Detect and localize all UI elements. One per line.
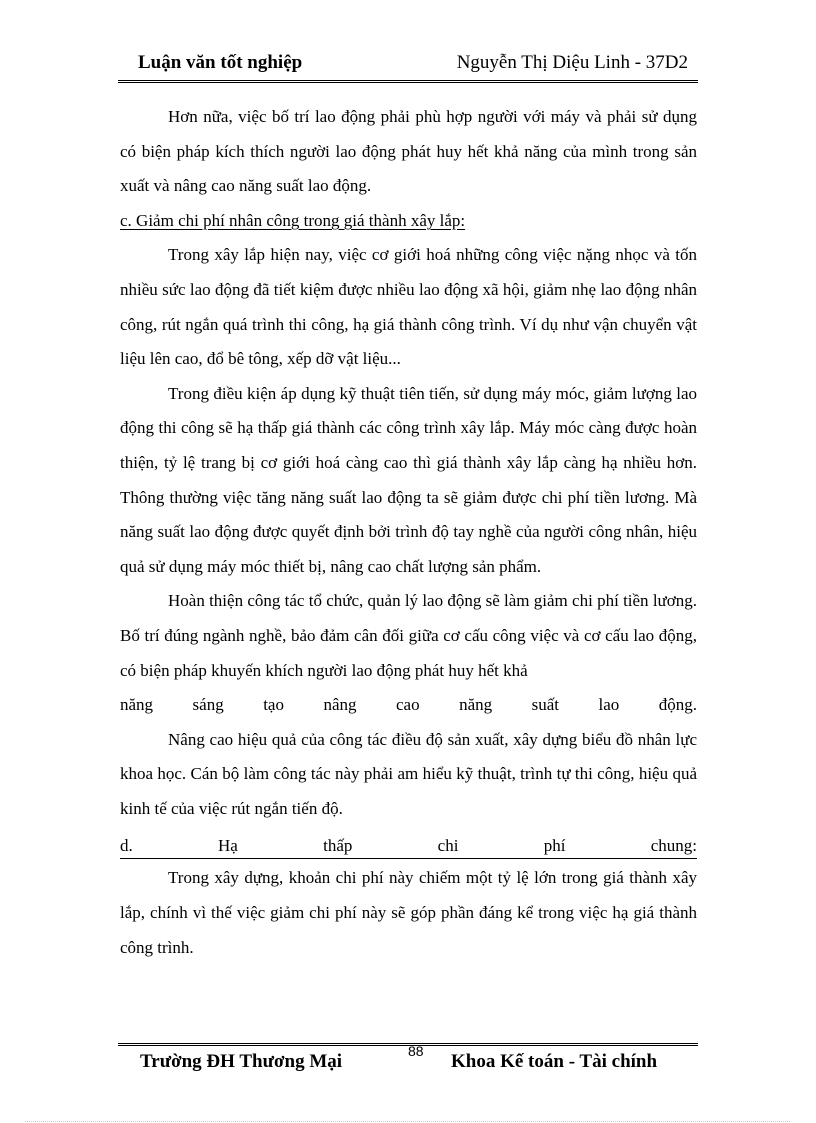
page-number: 88 <box>408 1043 424 1059</box>
page-footer <box>118 1043 698 1086</box>
word: năng <box>459 695 493 715</box>
word: động. <box>658 695 697 715</box>
page-body <box>120 100 697 965</box>
heading-word: phí <box>543 836 566 856</box>
word: cao <box>395 695 420 715</box>
paragraph-4-last-line <box>120 688 697 723</box>
paragraph-4: Hoàn thiện công tác tổ chức, quản lý lao động sẽ làm giảm chi phí tiền lương. Bố trí đúng ngành nghề, bảo đảm cân đối giữa cơ cấu công việc và cơ cấu lao động, có biện pháp khuyến khích người lao động phát huy hết khả <box>120 591 697 680</box>
page-header <box>118 50 698 83</box>
word: sáng <box>192 695 224 715</box>
heading-word: chi <box>437 836 459 856</box>
paragraph-6: Trong xây dựng, khoản chi phí này chiếm một tỷ lệ lớn trong giá thành xây lắp, chính vì thế việc giảm chi phí này sẽ góp phần đáng kể trong việc hạ giá thành công trình. <box>120 868 697 957</box>
paragraph-3: Trong điều kiện áp dụng kỹ thuật tiên tiến, sử dụng máy móc, giảm lượng lao động thi công sẽ hạ thấp giá thành các công trình xây lắp. Máy móc càng được hoàn thiện, tỷ lệ trang bị cơ giới hoá càng cao thì giá thành xây lắp càng hạ nhiều hơn. Thông thường việc tăng năng suất lao động ta sẽ giảm được chi phí tiền lương. Mà năng suất lao động được quyết định bởi trình độ tay nghề của người công nhân, hiệu quả sử dụng máy móc thiết bị, nâng cao chất lượng sản phẩm. <box>120 383 697 576</box>
heading-word: d. <box>120 836 133 856</box>
header-author: Nguyễn Thị Diệu Linh - 37D2 <box>456 52 688 73</box>
heading-word: thấp <box>323 836 353 856</box>
footer-university: Trường ĐH Thương Mại <box>140 1051 343 1072</box>
word: tạo <box>263 695 284 715</box>
heading-word: Hạ <box>218 836 238 856</box>
word: năng <box>120 695 154 715</box>
paragraph-5: Nâng cao hiệu quả của công tác điều độ sản xuất, xây dựng biểu đồ nhân lực khoa học. Cán bộ làm công tác này phải am hiểu kỹ thuật, trình tự thi công, hiệu quả kinh tế của việc rút ngắn tiến độ. <box>120 729 697 818</box>
word: suất <box>531 695 559 715</box>
paragraph-1: Hơn nữa, việc bố trí lao động phải phù hợp người với máy và phải sử dụng có biện pháp kích thích người lao động phát huy hết khả năng của mình trong sản xuất và nâng cao năng suất lao động. <box>120 107 697 196</box>
header-thesis-title: Luận văn tốt nghiệp <box>138 52 303 73</box>
heading-word: chung: <box>650 836 697 856</box>
footer-department: Khoa Kế toán - Tài chính <box>451 1051 658 1072</box>
section-heading-d <box>120 834 697 859</box>
paragraph-2: Trong xây lắp hiện nay, việc cơ giới hoá những công việc nặng nhọc và tốn nhiều sức lao động đã tiết kiệm được nhiều lao động xã hội, giảm nhẹ lao động nhân công, rút ngắn quá trình thi công, hạ giá thành công trình. Ví dụ như vận chuyển vật liệu lên cao, đổ bê tông, xếp dỡ vật liệu... <box>120 245 697 369</box>
word: nâng <box>323 695 357 715</box>
word: lao <box>598 695 620 715</box>
section-heading-c: c. Giảm chi phí nhân công trong giá thành xây lắp: <box>120 210 466 230</box>
